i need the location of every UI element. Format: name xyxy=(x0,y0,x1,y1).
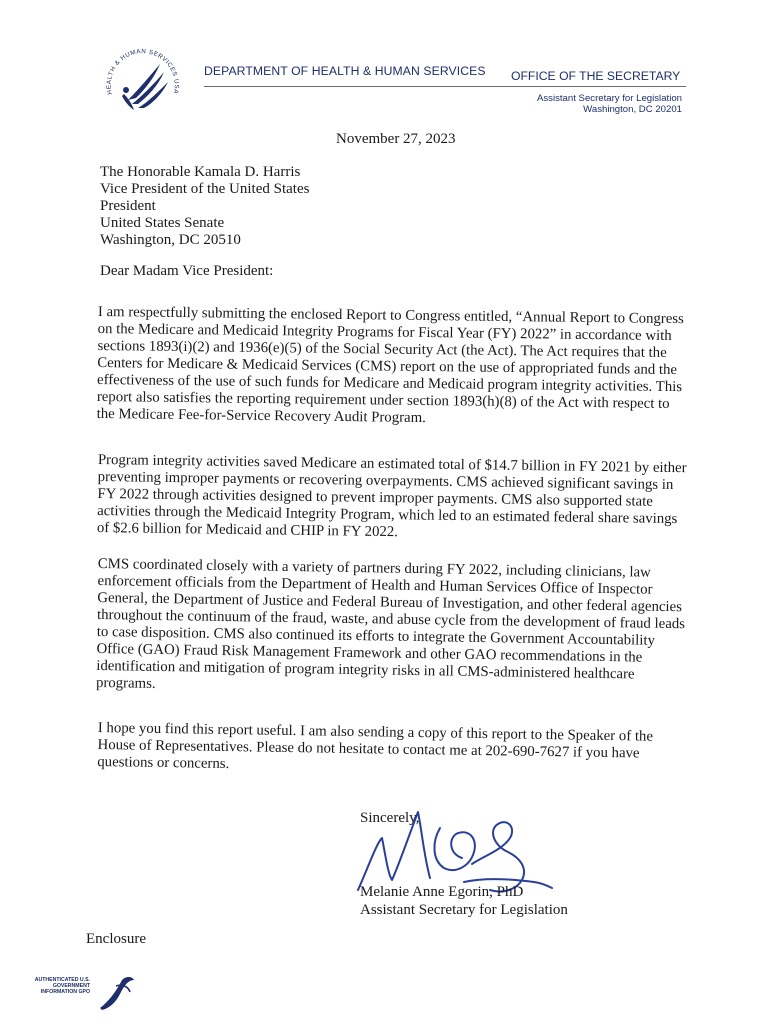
salutation: Dear Madam Vice President: xyxy=(100,263,274,279)
body-paragraph: Program integrity activities saved Medicare an estimated total of $14.7 billion in FY 2021 by either preventing improper payments or recovering overpayments. CMS achieved significant savings in FY 2022 through activities designed to prevent improper payments. CMS also supported state activities through the Medicaid Integrity Program, which led to an estimated federal share savings of $2.6 billion for Medicaid and CHIP in FY 2022. xyxy=(96,452,687,541)
recipient-line: Washington, DC 20510 xyxy=(100,232,241,248)
department-name: DEPARTMENT OF HEALTH & HUMAN SERVICES xyxy=(204,64,486,78)
body-paragraph: I am respectfully submitting the enclosed Report to Congress entitled, “Annual Report to Congress on the Medicare and Medicaid Integrity Programs for Fiscal Year (FY) 2022” in accordance with sections 1893(i)(2) and 1936(e)(5) of the Social Security Act (the Act). The Act requires that the Centers for Medicare & Medicaid Services (CMS) report on the use of appropriated funds and the effectiveness of the use of such funds for Medicare and Medicaid program integrity activities. This report also satisfies the reporting requirement under section 1893(h)(8) of the Act with respect to the Medicare Fee-for-Service Recovery Audit Program. xyxy=(96,304,684,427)
letter-date: November 27, 2023 xyxy=(336,131,456,147)
enclosure-note: Enclosure xyxy=(86,931,146,947)
office-name: OFFICE OF THE SECRETARY xyxy=(511,69,681,83)
body-paragraph: CMS coordinated closely with a variety of partners during FY 2022, including clinicians, law enforcement officials from the Department of Health and Human Services Office of Inspector General, the Department of Justice and Federal Bureau of Investigation, and other federal agencies throughout the continuum of the fraud, waste, and abuse cycle from the development of fraud leads to case disposition. CMS also continued its efforts to integrate the Government Accountability Office (GAO) Fraud Risk Management Framework and other GAO recommendations in the identification and mitigation of program integrity risks in all CMS-administered healthcare programs. xyxy=(95,556,686,692)
sub-location: Washington, DC 20201 xyxy=(583,104,682,115)
gpo-authentication-label: AUTHENTICATED U.S. GOVERNMENT INFORMATION GPO xyxy=(34,977,90,995)
recipient-line: President xyxy=(100,198,156,214)
closing: Sincerely, xyxy=(360,810,420,826)
signer-name: Melanie Anne Egorin, PhD xyxy=(360,884,524,900)
body-paragraph: I hope you find this report useful. I am also sending a copy of this report to the Speaker of the House of Representatives. Please do not hesitate to contact me at 202-690-7627 if you have questions or concerns. xyxy=(97,720,654,773)
signer-title: Assistant Secretary for Legislation xyxy=(360,902,568,918)
recipient-address xyxy=(100,164,309,249)
recipient-line: United States Senate xyxy=(100,215,225,231)
sub-office: Assistant Secretary for Legislation xyxy=(536,93,682,104)
seal-text: HEALTH & HUMAN SERVICES USA xyxy=(105,48,180,96)
hhs-seal-icon xyxy=(98,38,190,130)
recipient-line: Vice President of the United States xyxy=(100,181,310,197)
letterhead-divider xyxy=(204,86,686,87)
recipient-line: The Honorable Kamala D. Harris xyxy=(100,164,301,180)
